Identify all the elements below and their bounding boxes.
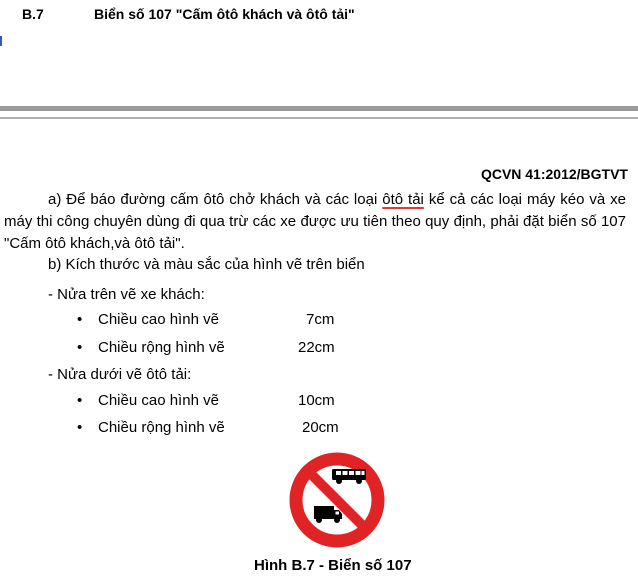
- upper-half-heading: - Nửa trên vẽ xe khách:: [48, 286, 205, 303]
- page-break-rule-thin: [0, 117, 638, 119]
- standard-code: QCVN 41:2012/BGTVT: [480, 166, 628, 182]
- spellcheck-highlight: ôtô tải: [382, 191, 424, 208]
- upper-height-value: 7cm: [306, 311, 335, 328]
- traffic-sign-107: [284, 450, 390, 550]
- lower-width-value: 20cm: [302, 419, 339, 436]
- paragraph-a: [4, 189, 626, 255]
- bullet-icon: •: [77, 392, 83, 409]
- upper-height-label: Chiều cao hình vẽ: [98, 311, 219, 328]
- upper-width-label: Chiều rộng hình vẽ: [98, 339, 225, 356]
- bullet-icon: •: [77, 419, 83, 436]
- lower-half-heading: - Nửa dưới vẽ ôtô tải:: [48, 366, 192, 383]
- no-bus-no-truck-sign-icon: [284, 450, 390, 550]
- page-break-rule-thick: [0, 106, 638, 111]
- margin-mark: [0, 36, 2, 46]
- lower-height-value: 10cm: [298, 392, 335, 409]
- paragraph-a-before: a) Để báo đường cấm ôtô chở khách và các loại: [48, 191, 383, 208]
- paragraph-b: b) Kích thước và màu sắc của hình vẽ trên biển: [48, 256, 365, 273]
- bullet-icon: •: [77, 339, 83, 356]
- paragraph-a-after: kể cả các loại máy kéo và xe máy thi công chuyên dùng đi qua trừ các xe được ưu tiên theo quy định, phải đặt biển số 107 "Cấm ôtô khách,và ôtô tải".: [4, 191, 626, 252]
- bullet-icon: •: [77, 311, 83, 328]
- lower-height-label: Chiều cao hình vẽ: [98, 392, 219, 409]
- lower-width-label: Chiều rộng hình vẽ: [98, 419, 225, 436]
- figure-caption: Hình B.7 - Biển số 107: [254, 557, 412, 574]
- upper-width-value: 22cm: [298, 339, 335, 356]
- section-number: B.7: [22, 6, 44, 22]
- section-title: Biển số 107 "Cấm ôtô khách và ôtô tải": [94, 6, 355, 22]
